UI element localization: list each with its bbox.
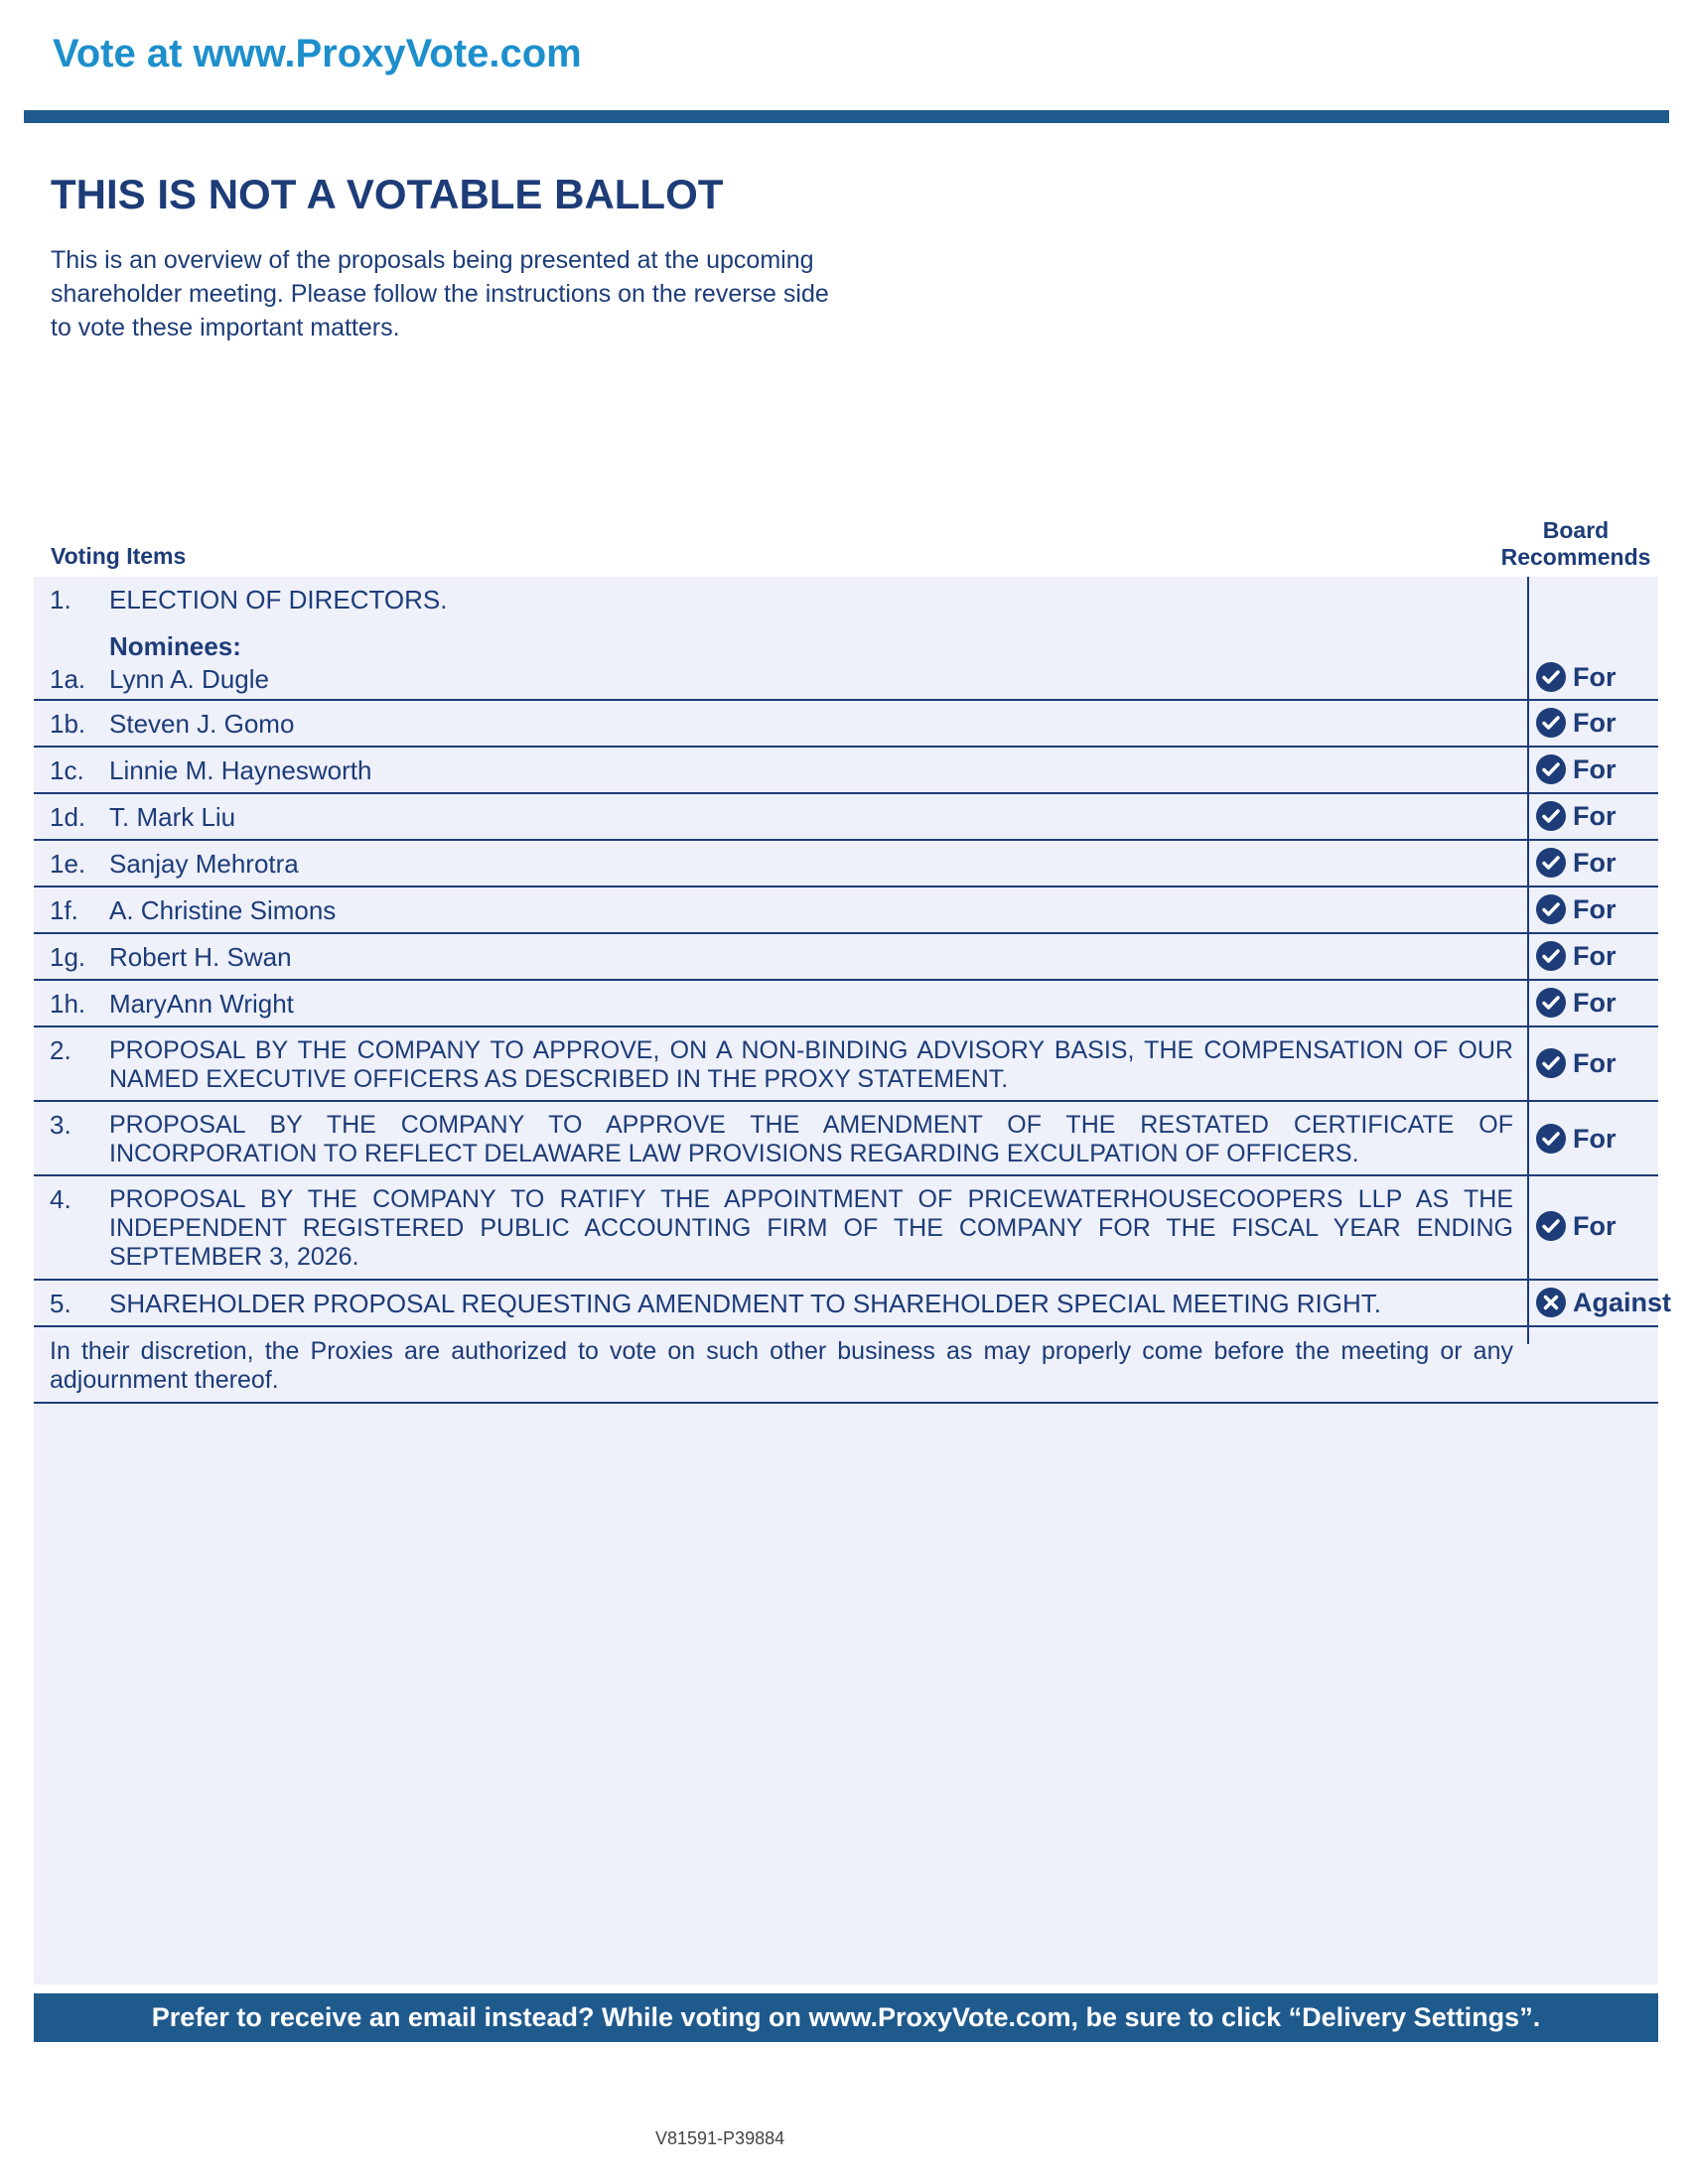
recommendation-for: For bbox=[1535, 1123, 1617, 1155]
nominee-row bbox=[34, 981, 1658, 1027]
item-number: 1h. bbox=[50, 989, 86, 1019]
discretion-row bbox=[34, 1327, 1658, 1404]
nominee-row bbox=[34, 748, 1658, 794]
nominee-name: Sanjay Mehrotra bbox=[109, 849, 299, 879]
board-recommends-header: Board Recommends bbox=[1500, 517, 1651, 570]
proposal-text: SHAREHOLDER PROPOSAL REQUESTING AMENDMENT TO SHAREHOLDER SPECIAL MEETING RIGHT. bbox=[109, 1289, 1381, 1318]
check-circle-icon bbox=[1535, 661, 1567, 693]
item-number: 1f. bbox=[50, 895, 78, 925]
proxyvote-link[interactable]: Vote at www.ProxyVote.com bbox=[53, 32, 582, 75]
check-circle-icon bbox=[1535, 753, 1567, 785]
email-delivery-banner: Prefer to receive an email instead? While voting on www.ProxyVote.com, be sure to click “Delivery Settings”. bbox=[34, 1993, 1658, 2042]
nominee-row bbox=[34, 934, 1658, 981]
job-code: V81591-P39884 bbox=[655, 2128, 785, 2148]
recommendation-for: For bbox=[1535, 753, 1617, 785]
nominee-row bbox=[34, 701, 1658, 748]
proposal-row bbox=[34, 1176, 1658, 1281]
nominee-name: Lynn A. Dugle bbox=[109, 664, 269, 694]
x-circle-icon bbox=[1535, 1287, 1567, 1318]
item-number: 4. bbox=[50, 1184, 71, 1214]
nominee-name: Steven J. Gomo bbox=[109, 709, 295, 739]
recommendation-for: For bbox=[1535, 940, 1617, 972]
check-circle-icon bbox=[1535, 847, 1567, 879]
page-title: THIS IS NOT A VOTABLE BALLOT bbox=[51, 171, 724, 217]
nominee-name: A. Christine Simons bbox=[109, 895, 337, 925]
nominees-label: Nominees: bbox=[109, 631, 241, 661]
item-number: 3. bbox=[50, 1110, 71, 1140]
check-circle-icon bbox=[1535, 987, 1567, 1019]
intro-text: This is an overview of the proposals being presented at the upcoming shareholder meeting. Please follow the instructions on the reverse side to vote these important matters. bbox=[51, 246, 829, 341]
nominee-row bbox=[34, 841, 1658, 887]
nominee-name: Linnie M. Haynesworth bbox=[109, 755, 372, 785]
header-rule bbox=[24, 110, 1669, 123]
item-number: 1c. bbox=[50, 755, 84, 785]
item-number: 2. bbox=[50, 1035, 71, 1065]
nominee-row bbox=[34, 887, 1658, 934]
check-circle-icon bbox=[1535, 940, 1567, 972]
nominee-name: Robert H. Swan bbox=[109, 942, 292, 972]
item-number: 1e. bbox=[50, 849, 86, 879]
item-number: 1g. bbox=[50, 942, 86, 972]
recommendation-for: For bbox=[1535, 847, 1617, 879]
check-circle-icon bbox=[1535, 893, 1567, 925]
election-label: ELECTION OF DIRECTORS. bbox=[109, 585, 448, 614]
proposal-text: PROPOSAL BY THE COMPANY TO APPROVE THE AMENDMENT OF THE RESTATED CERTIFICATE OF INCORPORATION TO REFLECT DELAWARE LAW PROVISIONS REGARDING EXCULPATION OF OFFICERS. bbox=[109, 1111, 1513, 1167]
check-circle-icon bbox=[1535, 800, 1567, 832]
item-number: 5. bbox=[50, 1289, 71, 1318]
voting-items-header: Voting Items bbox=[51, 543, 187, 569]
recommendation-for: For bbox=[1535, 800, 1617, 832]
check-circle-icon bbox=[1535, 1210, 1567, 1242]
item-number: 1d. bbox=[50, 802, 86, 832]
proposal-row bbox=[34, 1281, 1672, 1327]
recommendation-for: For bbox=[1535, 1210, 1617, 1242]
ballot-panel bbox=[34, 577, 1672, 1984]
nominee-row bbox=[34, 656, 1658, 701]
check-circle-icon bbox=[1535, 1047, 1567, 1079]
recommendation-for: For bbox=[1535, 661, 1617, 693]
nominee-row bbox=[34, 794, 1658, 841]
recommendation-against: Against bbox=[1535, 1287, 1671, 1318]
proposal-row bbox=[34, 1027, 1658, 1102]
item-number: 1a. bbox=[50, 664, 86, 694]
discretion-text: In their discretion, the Proxies are authorized to vote on such other business as may properly come before the meeting or any adjournment thereof. bbox=[50, 1337, 1513, 1394]
check-circle-icon bbox=[1535, 1123, 1567, 1155]
recommendation-for: For bbox=[1535, 1047, 1617, 1079]
recommendation-for: For bbox=[1535, 987, 1617, 1019]
nominee-name: T. Mark Liu bbox=[109, 802, 236, 832]
proposal-row bbox=[34, 1102, 1658, 1176]
item-number: 1. bbox=[50, 585, 71, 614]
proposal-text: PROPOSAL BY THE COMPANY TO RATIFY THE APPOINTMENT OF PRICEWATERHOUSECOOPERS LLP AS THE INDEPENDENT REGISTERED PUBLIC ACCOUNTING FIRM OF THE COMPANY FOR THE FISCAL YEAR ENDING SEPTEMBER 3, 2026. bbox=[109, 1185, 1513, 1271]
nominee-name: MaryAnn Wright bbox=[109, 989, 294, 1019]
recommendation-for: For bbox=[1535, 707, 1617, 739]
item-number: 1b. bbox=[50, 709, 86, 739]
proposal-text: PROPOSAL BY THE COMPANY TO APPROVE, ON A NON-BINDING ADVISORY BASIS, THE COMPENSATION OF OUR NAMED EXECUTIVE OFFICERS AS DESCRIBED IN THE PROXY STATEMENT. bbox=[109, 1036, 1513, 1093]
recommendation-for: For bbox=[1535, 893, 1617, 925]
check-circle-icon bbox=[1535, 707, 1567, 739]
